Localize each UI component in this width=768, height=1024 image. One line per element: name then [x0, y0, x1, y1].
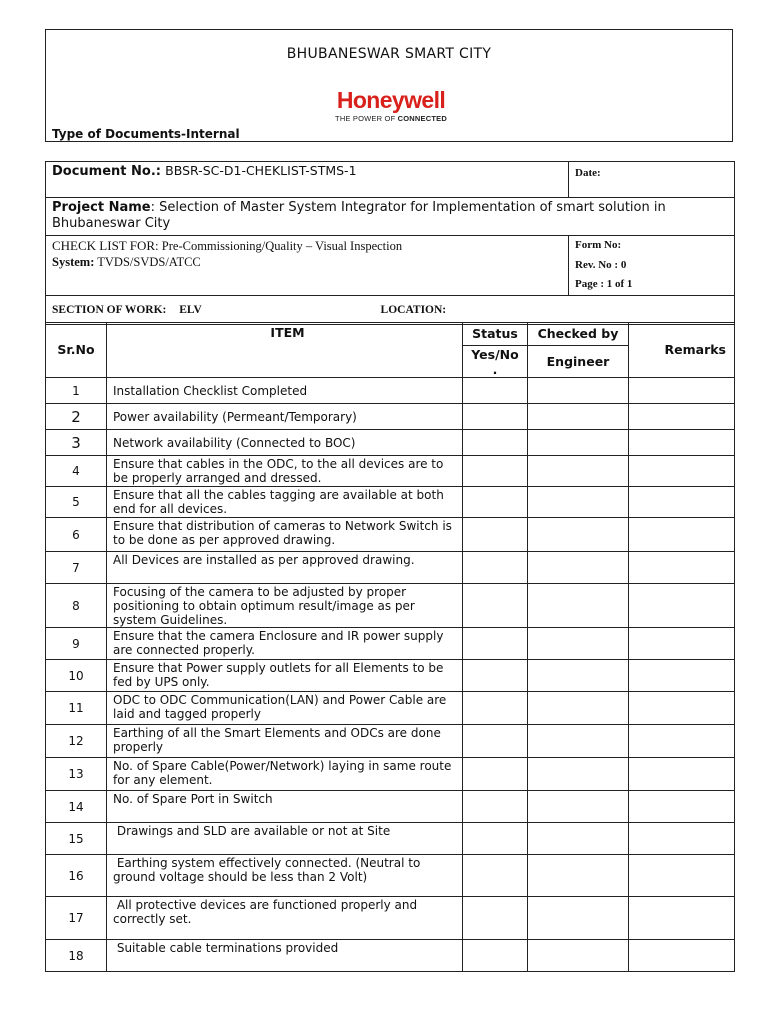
row-checked-by-cell[interactable]: [528, 692, 629, 725]
row-item: Focusing of the camera to be adjusted by proper positioning to obtain optimum result/image as per system Guidelines.: [107, 584, 463, 628]
row-remarks-cell[interactable]: [629, 660, 735, 692]
table-row: [46, 823, 735, 855]
row-status-cell[interactable]: [463, 628, 528, 660]
row-number: 14: [46, 791, 107, 823]
project-colon: :: [150, 200, 155, 215]
date-cell: [569, 162, 735, 198]
row-checked-by-cell[interactable]: [528, 628, 629, 660]
row-item: Ensure that distribution of cameras to Network Switch is to be done as per approved drawing.: [107, 518, 463, 552]
row-remarks-cell[interactable]: [629, 404, 735, 430]
project-label: Project Name: [52, 200, 151, 215]
logo-tagline-text: THE POWER OF: [335, 114, 396, 123]
doc-no-row: [46, 162, 735, 198]
srno-header: Sr.No: [46, 323, 107, 378]
row-status-cell[interactable]: [463, 725, 528, 758]
row-item: No. of Spare Cable(Power/Network) laying in same route for any element.: [107, 758, 463, 791]
row-remarks-cell[interactable]: [629, 430, 735, 456]
section-value: ELV: [179, 303, 202, 316]
row-item: Network availability (Connected to BOC): [107, 430, 463, 456]
row-status-cell[interactable]: [463, 758, 528, 791]
row-checked-by-cell[interactable]: [528, 791, 629, 823]
row-status-cell[interactable]: [463, 692, 528, 725]
row-item: All Devices are installed as per approved drawing.: [107, 552, 463, 584]
row-remarks-cell[interactable]: [629, 823, 735, 855]
date-label: Date:: [575, 167, 601, 179]
document-header: [45, 29, 733, 142]
table-row: [46, 791, 735, 823]
table-row: [46, 940, 735, 972]
row-status-cell[interactable]: [463, 584, 528, 628]
row-item: Installation Checklist Completed: [107, 378, 463, 404]
row-checked-by-cell[interactable]: [528, 378, 629, 404]
row-status-cell[interactable]: [463, 430, 528, 456]
section-label: SECTION OF WORK:: [52, 303, 167, 316]
table-row: [46, 487, 735, 518]
table-row: [46, 897, 735, 940]
project-row: [46, 198, 735, 236]
table-row: [46, 552, 735, 584]
honeywell-logo: [326, 88, 456, 123]
table-header-row: [46, 323, 735, 346]
table-row: [46, 758, 735, 791]
status-subheader-text: Yes/No: [471, 347, 519, 362]
logo-tagline-bold: CONNECTED: [397, 114, 447, 123]
doc-no-cell: [46, 162, 569, 198]
row-remarks-cell[interactable]: [629, 897, 735, 940]
checklist-table: [45, 322, 735, 972]
organization-title: BHUBANESWAR SMART CITY: [286, 46, 492, 62]
row-number: 5: [46, 487, 107, 518]
row-remarks-cell[interactable]: [629, 584, 735, 628]
table-row: [46, 855, 735, 897]
project-cell: [46, 198, 735, 236]
location-label: LOCATION:: [380, 303, 447, 316]
row-remarks-cell[interactable]: [629, 456, 735, 487]
row-item: All protective devices are functioned properly and correctly set.: [107, 897, 463, 940]
row-item: ODC to ODC Communication(LAN) and Power Cable are laid and tagged properly: [107, 692, 463, 725]
document-info-table: [45, 161, 735, 325]
row-number: 17: [46, 897, 107, 940]
row-remarks-cell[interactable]: [629, 692, 735, 725]
row-remarks-cell[interactable]: [629, 552, 735, 584]
row-item: Ensure that Power supply outlets for all Elements to be fed by UPS only.: [107, 660, 463, 692]
row-remarks-cell[interactable]: [629, 725, 735, 758]
checklist-row: [46, 236, 735, 296]
row-item: Power availability (Permeant/Temporary): [107, 404, 463, 430]
row-number: 13: [46, 758, 107, 791]
logo-name: Honeywell: [336, 87, 446, 113]
row-checked-by-cell[interactable]: [528, 897, 629, 940]
row-number: 2: [46, 404, 107, 430]
row-status-cell[interactable]: [463, 552, 528, 584]
row-number: 16: [46, 855, 107, 897]
table-row: [46, 584, 735, 628]
row-item: Drawings and SLD are available or not at Site: [107, 823, 463, 855]
row-checked-by-cell[interactable]: [528, 552, 629, 584]
table-row: [46, 378, 735, 404]
row-checked-by-cell[interactable]: [528, 725, 629, 758]
table-row: [46, 518, 735, 552]
row-status-cell[interactable]: [463, 404, 528, 430]
row-item: No. of Spare Port in Switch: [107, 791, 463, 823]
row-remarks-cell[interactable]: [629, 758, 735, 791]
row-status-cell[interactable]: [463, 378, 528, 404]
row-number: 1: [46, 378, 107, 404]
checked-by-header: Checked by: [528, 323, 629, 346]
item-header: ITEM: [107, 323, 463, 378]
row-status-cell[interactable]: [463, 855, 528, 897]
table-row: [46, 725, 735, 758]
section-row: [46, 295, 735, 324]
row-checked-by-cell[interactable]: [528, 487, 629, 518]
row-remarks-cell[interactable]: [629, 855, 735, 897]
row-status-cell[interactable]: [463, 487, 528, 518]
table-row: [46, 660, 735, 692]
row-checked-by-cell[interactable]: [528, 823, 629, 855]
row-item: Earthing system effectively connected. (Neutral to ground voltage should be less than 2 Volt): [107, 855, 463, 897]
doc-no-value: BBSR-SC-D1-CHEKLIST-STMS-1: [165, 163, 357, 178]
row-checked-by-cell[interactable]: [528, 584, 629, 628]
row-checked-by-cell[interactable]: [528, 404, 629, 430]
row-number: 15: [46, 823, 107, 855]
project-value: Selection of Master System Integrator for Implementation of smart solution in Bhubaneswar City: [52, 200, 666, 231]
checklist-value: Pre-Commissioning/Quality – Visual Inspection: [161, 239, 403, 253]
row-checked-by-cell[interactable]: [528, 430, 629, 456]
row-number: 4: [46, 456, 107, 487]
row-item: Earthing of all the Smart Elements and ODCs are done properly: [107, 725, 463, 758]
row-item: Ensure that cables in the ODC, to the all devices are to be properly arranged and dressed.: [107, 456, 463, 487]
status-subheader: [463, 346, 528, 378]
table-row: [46, 628, 735, 660]
row-number: 18: [46, 940, 107, 972]
document-type: Type of Documents-Internal: [52, 127, 240, 141]
row-number: 11: [46, 692, 107, 725]
form-no-label: Form No:: [575, 239, 622, 251]
row-checked-by-cell[interactable]: [528, 758, 629, 791]
table-row: [46, 404, 735, 430]
table-row: [46, 456, 735, 487]
status-subheader-dot: .: [492, 362, 498, 377]
logo-tagline: [326, 114, 456, 123]
row-status-cell[interactable]: [463, 660, 528, 692]
row-status-cell[interactable]: [463, 940, 528, 972]
row-status-cell[interactable]: [463, 897, 528, 940]
system-value: TVDS/SVDS/ATCC: [97, 255, 201, 269]
row-number: 12: [46, 725, 107, 758]
table-row: [46, 692, 735, 725]
row-remarks-cell[interactable]: [629, 518, 735, 552]
status-header: Status: [463, 323, 528, 346]
remarks-header: Remarks: [629, 323, 735, 378]
row-checked-by-cell[interactable]: [528, 940, 629, 972]
row-status-cell[interactable]: [463, 518, 528, 552]
row-number: 8: [46, 584, 107, 628]
row-number: 6: [46, 518, 107, 552]
row-remarks-cell[interactable]: [629, 628, 735, 660]
row-remarks-cell[interactable]: [629, 378, 735, 404]
row-checked-by-cell[interactable]: [528, 660, 629, 692]
row-status-cell[interactable]: [463, 823, 528, 855]
checklist-label: CHECK LIST FOR:: [52, 238, 159, 253]
row-remarks-cell[interactable]: [629, 487, 735, 518]
row-status-cell[interactable]: [463, 791, 528, 823]
row-number: 7: [46, 552, 107, 584]
row-item: Ensure that the camera Enclosure and IR power supply are connected properly.: [107, 628, 463, 660]
rev-no: Rev. No : 0: [575, 258, 627, 271]
row-status-cell[interactable]: [463, 456, 528, 487]
row-item: Ensure that all the cables tagging are available at both end for all devices.: [107, 487, 463, 518]
row-number: 10: [46, 660, 107, 692]
checklist-cell: [46, 236, 569, 296]
table-row: [46, 430, 735, 456]
doc-no-label: Document No.:: [52, 164, 161, 179]
row-checked-by-cell[interactable]: [528, 855, 629, 897]
row-number: 9: [46, 628, 107, 660]
row-number: 3: [46, 430, 107, 456]
page-number: Page : 1 of 1: [575, 278, 633, 290]
row-item: Suitable cable terminations provided: [107, 940, 463, 972]
row-checked-by-cell[interactable]: [528, 456, 629, 487]
section-cell: [46, 295, 735, 324]
row-remarks-cell[interactable]: [629, 791, 735, 823]
row-remarks-cell[interactable]: [629, 940, 735, 972]
row-checked-by-cell[interactable]: [528, 518, 629, 552]
checked-by-subheader: Engineer: [528, 346, 629, 378]
system-label: System:: [52, 255, 95, 269]
form-info-cell: [569, 236, 735, 296]
